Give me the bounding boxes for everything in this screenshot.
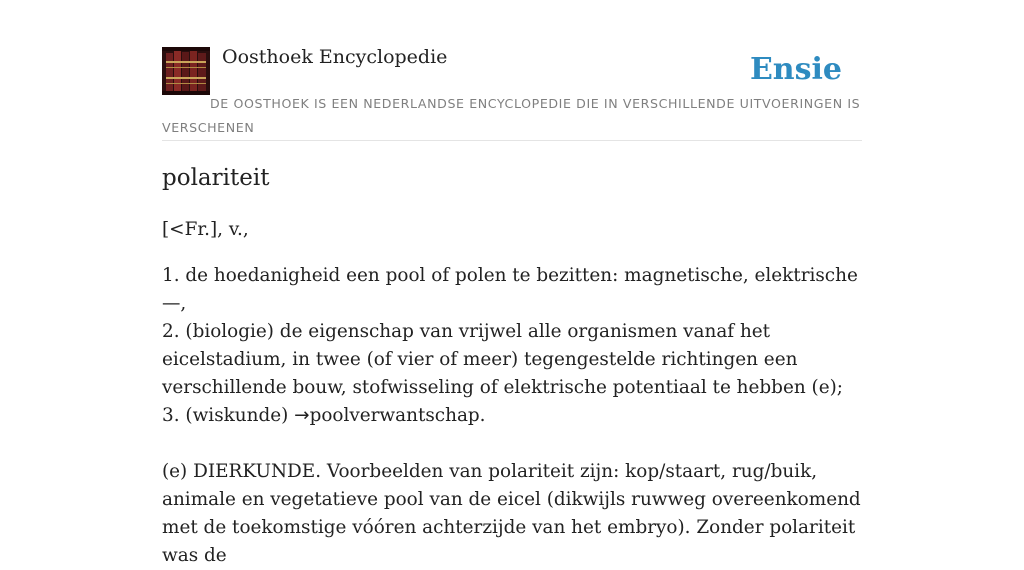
site-tagline: DE OOSTHOEK IS EEN NEDERLANDSE ENCYCLOPEDIE DIE IN VERSCHILLENDE UITVOERINGEN IS VERSCHENEN bbox=[162, 96, 861, 135]
poolverwantschap-link[interactable]: poolverwantschap. bbox=[309, 405, 486, 426]
arrow-right-icon: → bbox=[294, 405, 310, 426]
books-image bbox=[162, 47, 210, 95]
entry-origin: [<Fr.], v., bbox=[162, 219, 249, 240]
definition-item: 1. de hoedanigheid een pool of polen te bezitten: magnetische, elektrische —, bbox=[162, 265, 858, 314]
brand-logo[interactable]: Ensie bbox=[749, 52, 842, 87]
definition-item bbox=[162, 402, 867, 430]
entry-note: (e) DIERKUNDE. Voorbeelden van polariteit zijn: kop/staart, rug/buik, animale en vegetatieve pool van de eicel (dikwijls ruwweg overeenkomend met de toekomstige vóóren achterzijde van het embryo). Zonder polariteit was de bbox=[162, 461, 861, 566]
site-title[interactable]: Oosthoek Encyclopedie bbox=[222, 46, 448, 68]
definition-3-prefix: 3. (wiskunde) bbox=[162, 405, 295, 426]
entry-title: polariteit bbox=[162, 165, 270, 191]
definition-list bbox=[162, 262, 867, 430]
site-header bbox=[162, 46, 862, 141]
definition-item: 2. (biologie) de eigenschap van vrijwel alle organismen vanaf het eicelstadium, in twee (of vier of meer) tegengestelde richtingen een verschillende bouw, stofwisseling of elektrische potentiaal te hebben (e); bbox=[162, 321, 843, 398]
entry-content bbox=[162, 162, 867, 570]
encyclopedia-books-icon[interactable] bbox=[162, 47, 210, 95]
